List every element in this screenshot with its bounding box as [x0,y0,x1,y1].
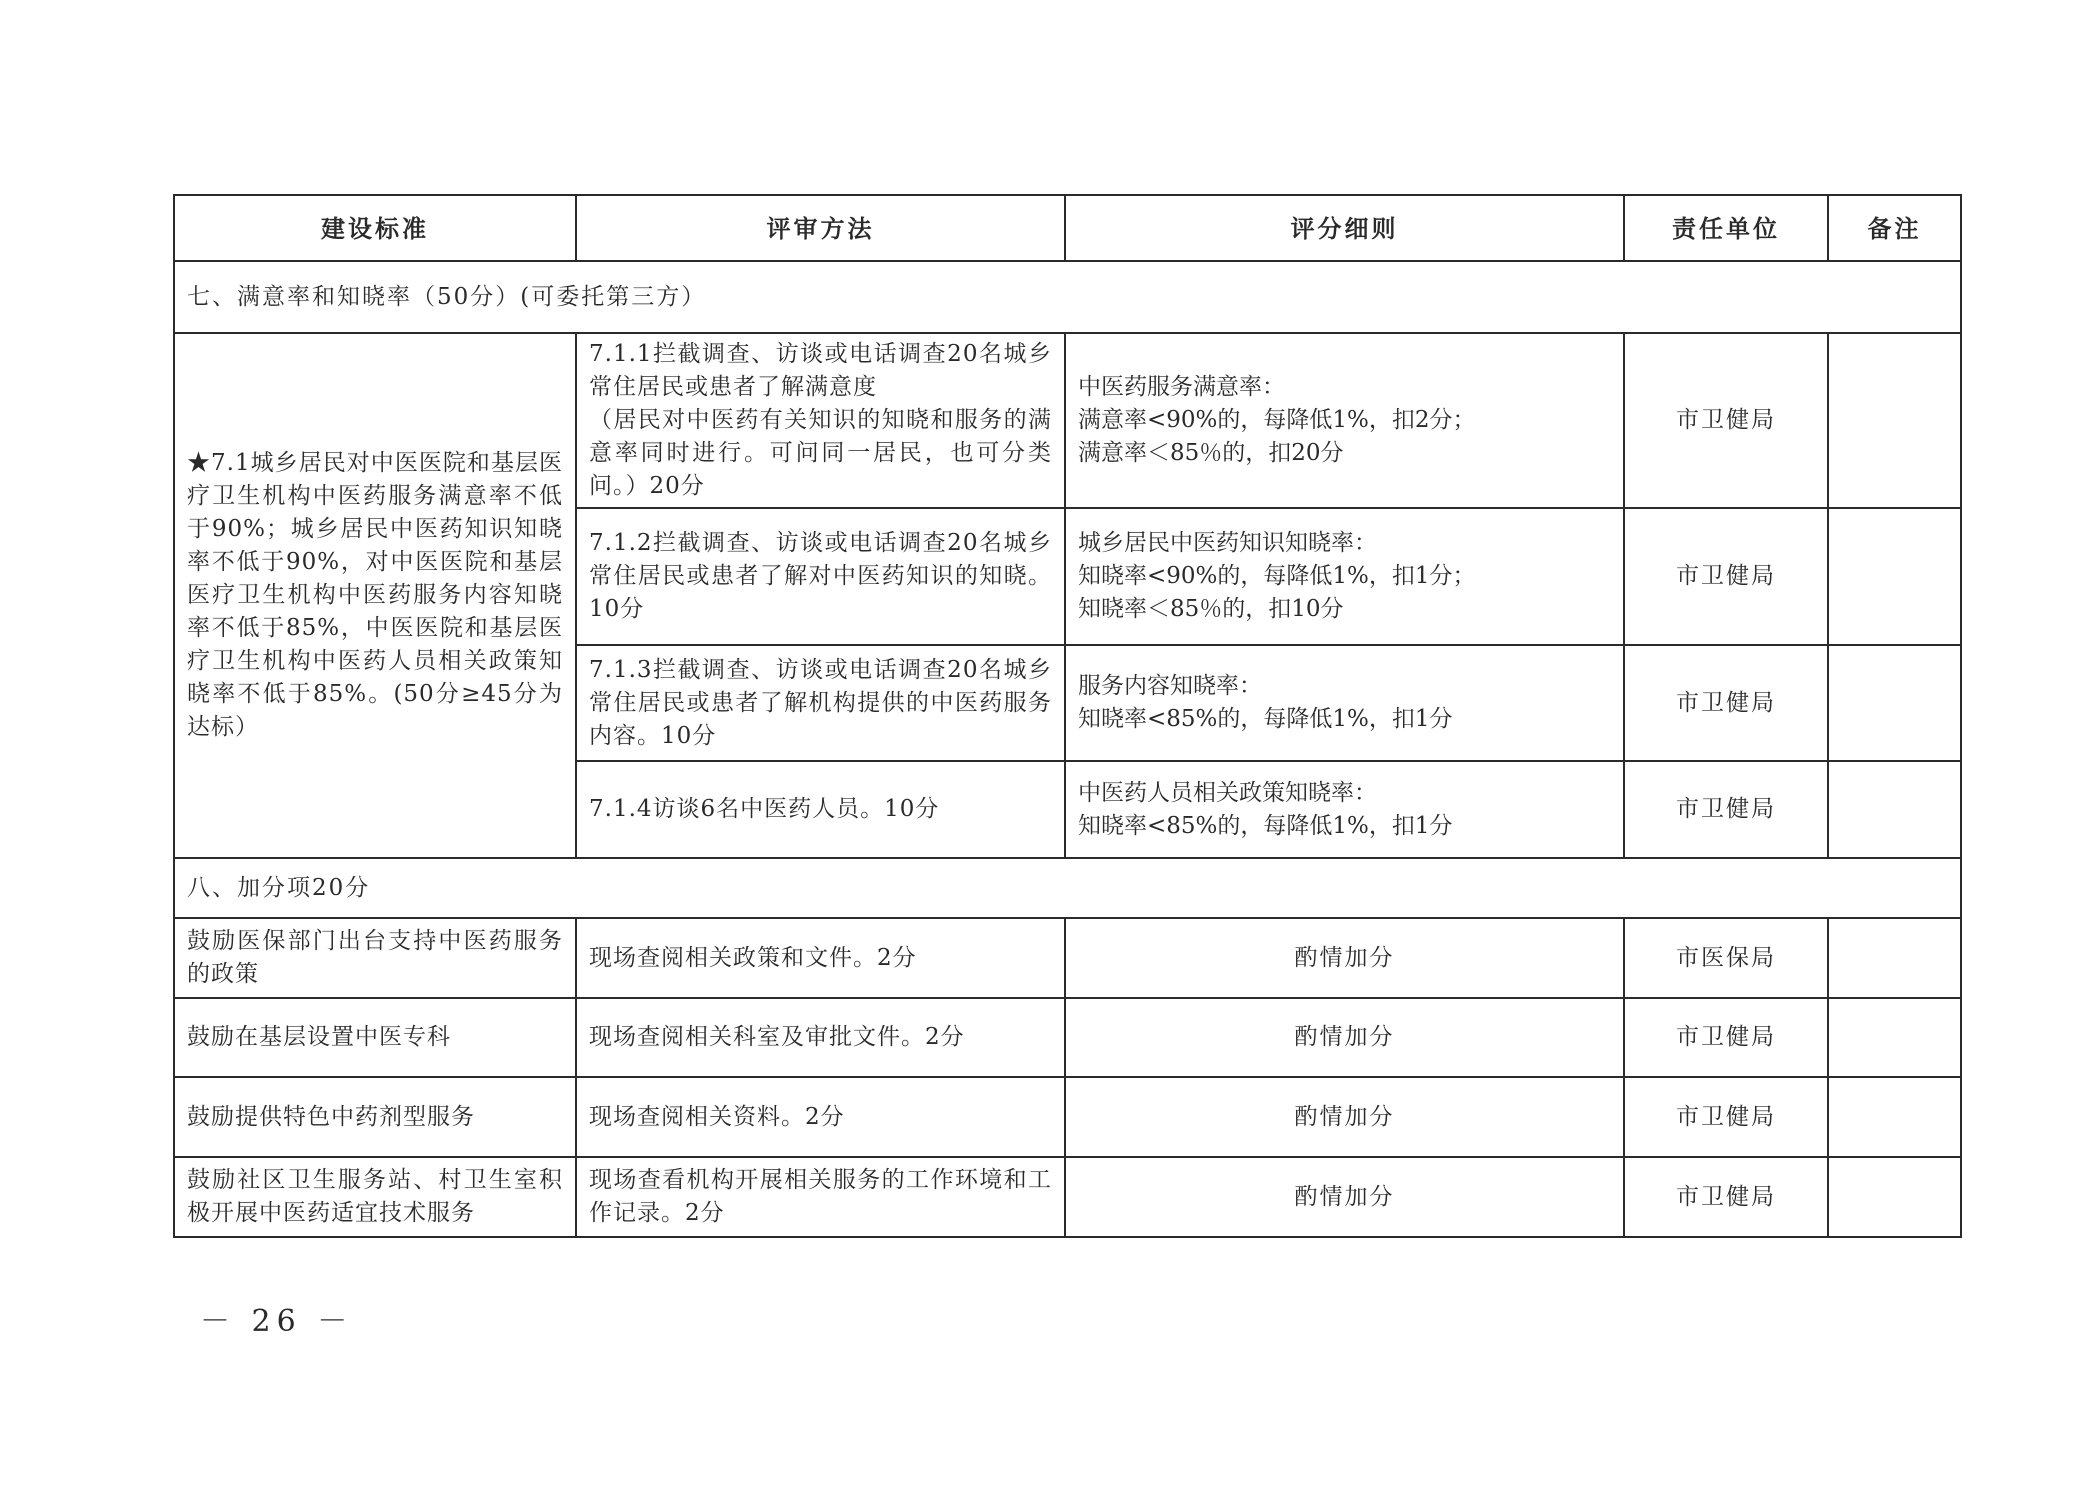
detail-7-1-3 [1065,645,1624,761]
unit-7-1-4: 市卫健局 [1624,761,1828,858]
section-7-title: 七、满意率和知晓率（50分）(可委托第三方） [174,261,1961,333]
detail-line: 中医药服务满意率： [1078,374,1285,400]
table-row [174,1077,1961,1157]
bonus-unit: 市卫健局 [1624,1077,1828,1157]
bonus-standard: 鼓励提供特色中药剂型服务 [174,1077,576,1157]
bonus-note [1828,998,1961,1077]
method-7-1-1 [576,333,1065,508]
bonus-detail: 酌情加分 [1065,1077,1624,1157]
method-text: 7.1.1拦截调查、访谈或电话调查20名城乡常住居民或患者了解满意度 （居民对中医药有关知识的知晓和服务的满意率同时进行。可问同一居民，也可分类问。）20分 [589,341,1052,499]
bonus-method: 现场查阅相关资料。2分 [576,1077,1065,1157]
note-7-1-3 [1828,645,1961,761]
unit-7-1-3: 市卫健局 [1624,645,1828,761]
header-note: 备注 [1828,195,1961,261]
detail-line: 知晓率<85%的，每降低1%，扣1分 [1078,706,1453,732]
detail-line: 满意率＜85％的，扣20分 [1078,440,1344,466]
header-unit: 责任单位 [1624,195,1828,261]
method-7-1-4: 7.1.4访谈6名中医药人员。10分 [576,761,1065,858]
detail-line: 知晓率<90%的，每降低1%，扣1分； [1078,563,1476,589]
bonus-standard: 鼓励在基层设置中医专科 [174,998,576,1077]
bonus-note [1828,1077,1961,1157]
detail-line: 城乡居民中医药知识知晓率： [1078,530,1377,556]
bonus-note [1828,918,1961,998]
table-row [174,333,1961,508]
detail-7-1-1 [1065,333,1624,508]
detail-line: 知晓率＜85％的，扣10分 [1078,596,1344,622]
bonus-method: 现场查阅相关科室及审批文件。2分 [576,998,1065,1077]
section-7-header-row [174,261,1961,333]
header-standard: 建设标准 [174,195,576,261]
detail-line: 服务内容知晓率： [1078,673,1262,699]
bonus-note [1828,1157,1961,1237]
method-7-1-2: 7.1.2拦截调查、访谈或电话调查20名城乡常住居民或患者了解对中医药知识的知晓。10分 [576,508,1065,645]
unit-7-1-1: 市卫健局 [1624,333,1828,508]
standard-7-1: ★7.1城乡居民对中医医院和基层医疗卫生机构中医药服务满意率不低于90%；城乡居民中医药知识知晓率不低于90%，对中医医院和基层医疗卫生机构中医药服务内容知晓率不低于85%，中医医院和基层医疗卫生机构中医药人员相关政策知晓率不低于85%。(50分≥45分为达标） [174,333,576,858]
method-7-1-3: 7.1.3拦截调查、访谈或电话调查20名城乡常住居民或患者了解机构提供的中医药服务内容。10分 [576,645,1065,761]
bonus-unit: 市医保局 [1624,918,1828,998]
table-row [174,1157,1961,1237]
bonus-detail: 酌情加分 [1065,918,1624,998]
table-row [174,998,1961,1077]
detail-line: 满意率<90%的，每降低1%，扣2分； [1078,407,1476,433]
header-detail: 评分细则 [1065,195,1624,261]
note-7-1-1 [1828,333,1961,508]
detail-line: 知晓率<85%的，每降低1%，扣1分 [1078,812,1453,839]
bonus-standard: 鼓励社区卫生服务站、村卫生室积极开展中医药适宜技术服务 [174,1157,576,1237]
section-8-header-row [174,858,1961,918]
bonus-detail: 酌情加分 [1065,1157,1624,1237]
unit-7-1-2: 市卫健局 [1624,508,1828,645]
page-number: － 26 － [200,1304,354,1339]
detail-line: 中医药人员相关政策知晓率： [1078,779,1377,806]
section-8-title: 八、加分项20分 [174,858,1961,918]
detail-7-1-4 [1065,761,1624,858]
header-method: 评审方法 [576,195,1065,261]
bonus-standard: 鼓励医保部门出台支持中医药服务的政策 [174,918,576,998]
bonus-unit: 市卫健局 [1624,998,1828,1077]
bonus-method: 现场查看机构开展相关服务的工作环境和工作记录。2分 [576,1157,1065,1237]
note-7-1-2 [1828,508,1961,645]
note-7-1-4 [1828,761,1961,858]
bonus-method: 现场查阅相关政策和文件。2分 [576,918,1065,998]
bonus-detail: 酌情加分 [1065,998,1624,1077]
bonus-unit: 市卫健局 [1624,1157,1828,1237]
table-row [174,918,1961,998]
detail-7-1-2 [1065,508,1624,645]
table-header-row [174,195,1961,261]
evaluation-table [173,194,1962,1238]
